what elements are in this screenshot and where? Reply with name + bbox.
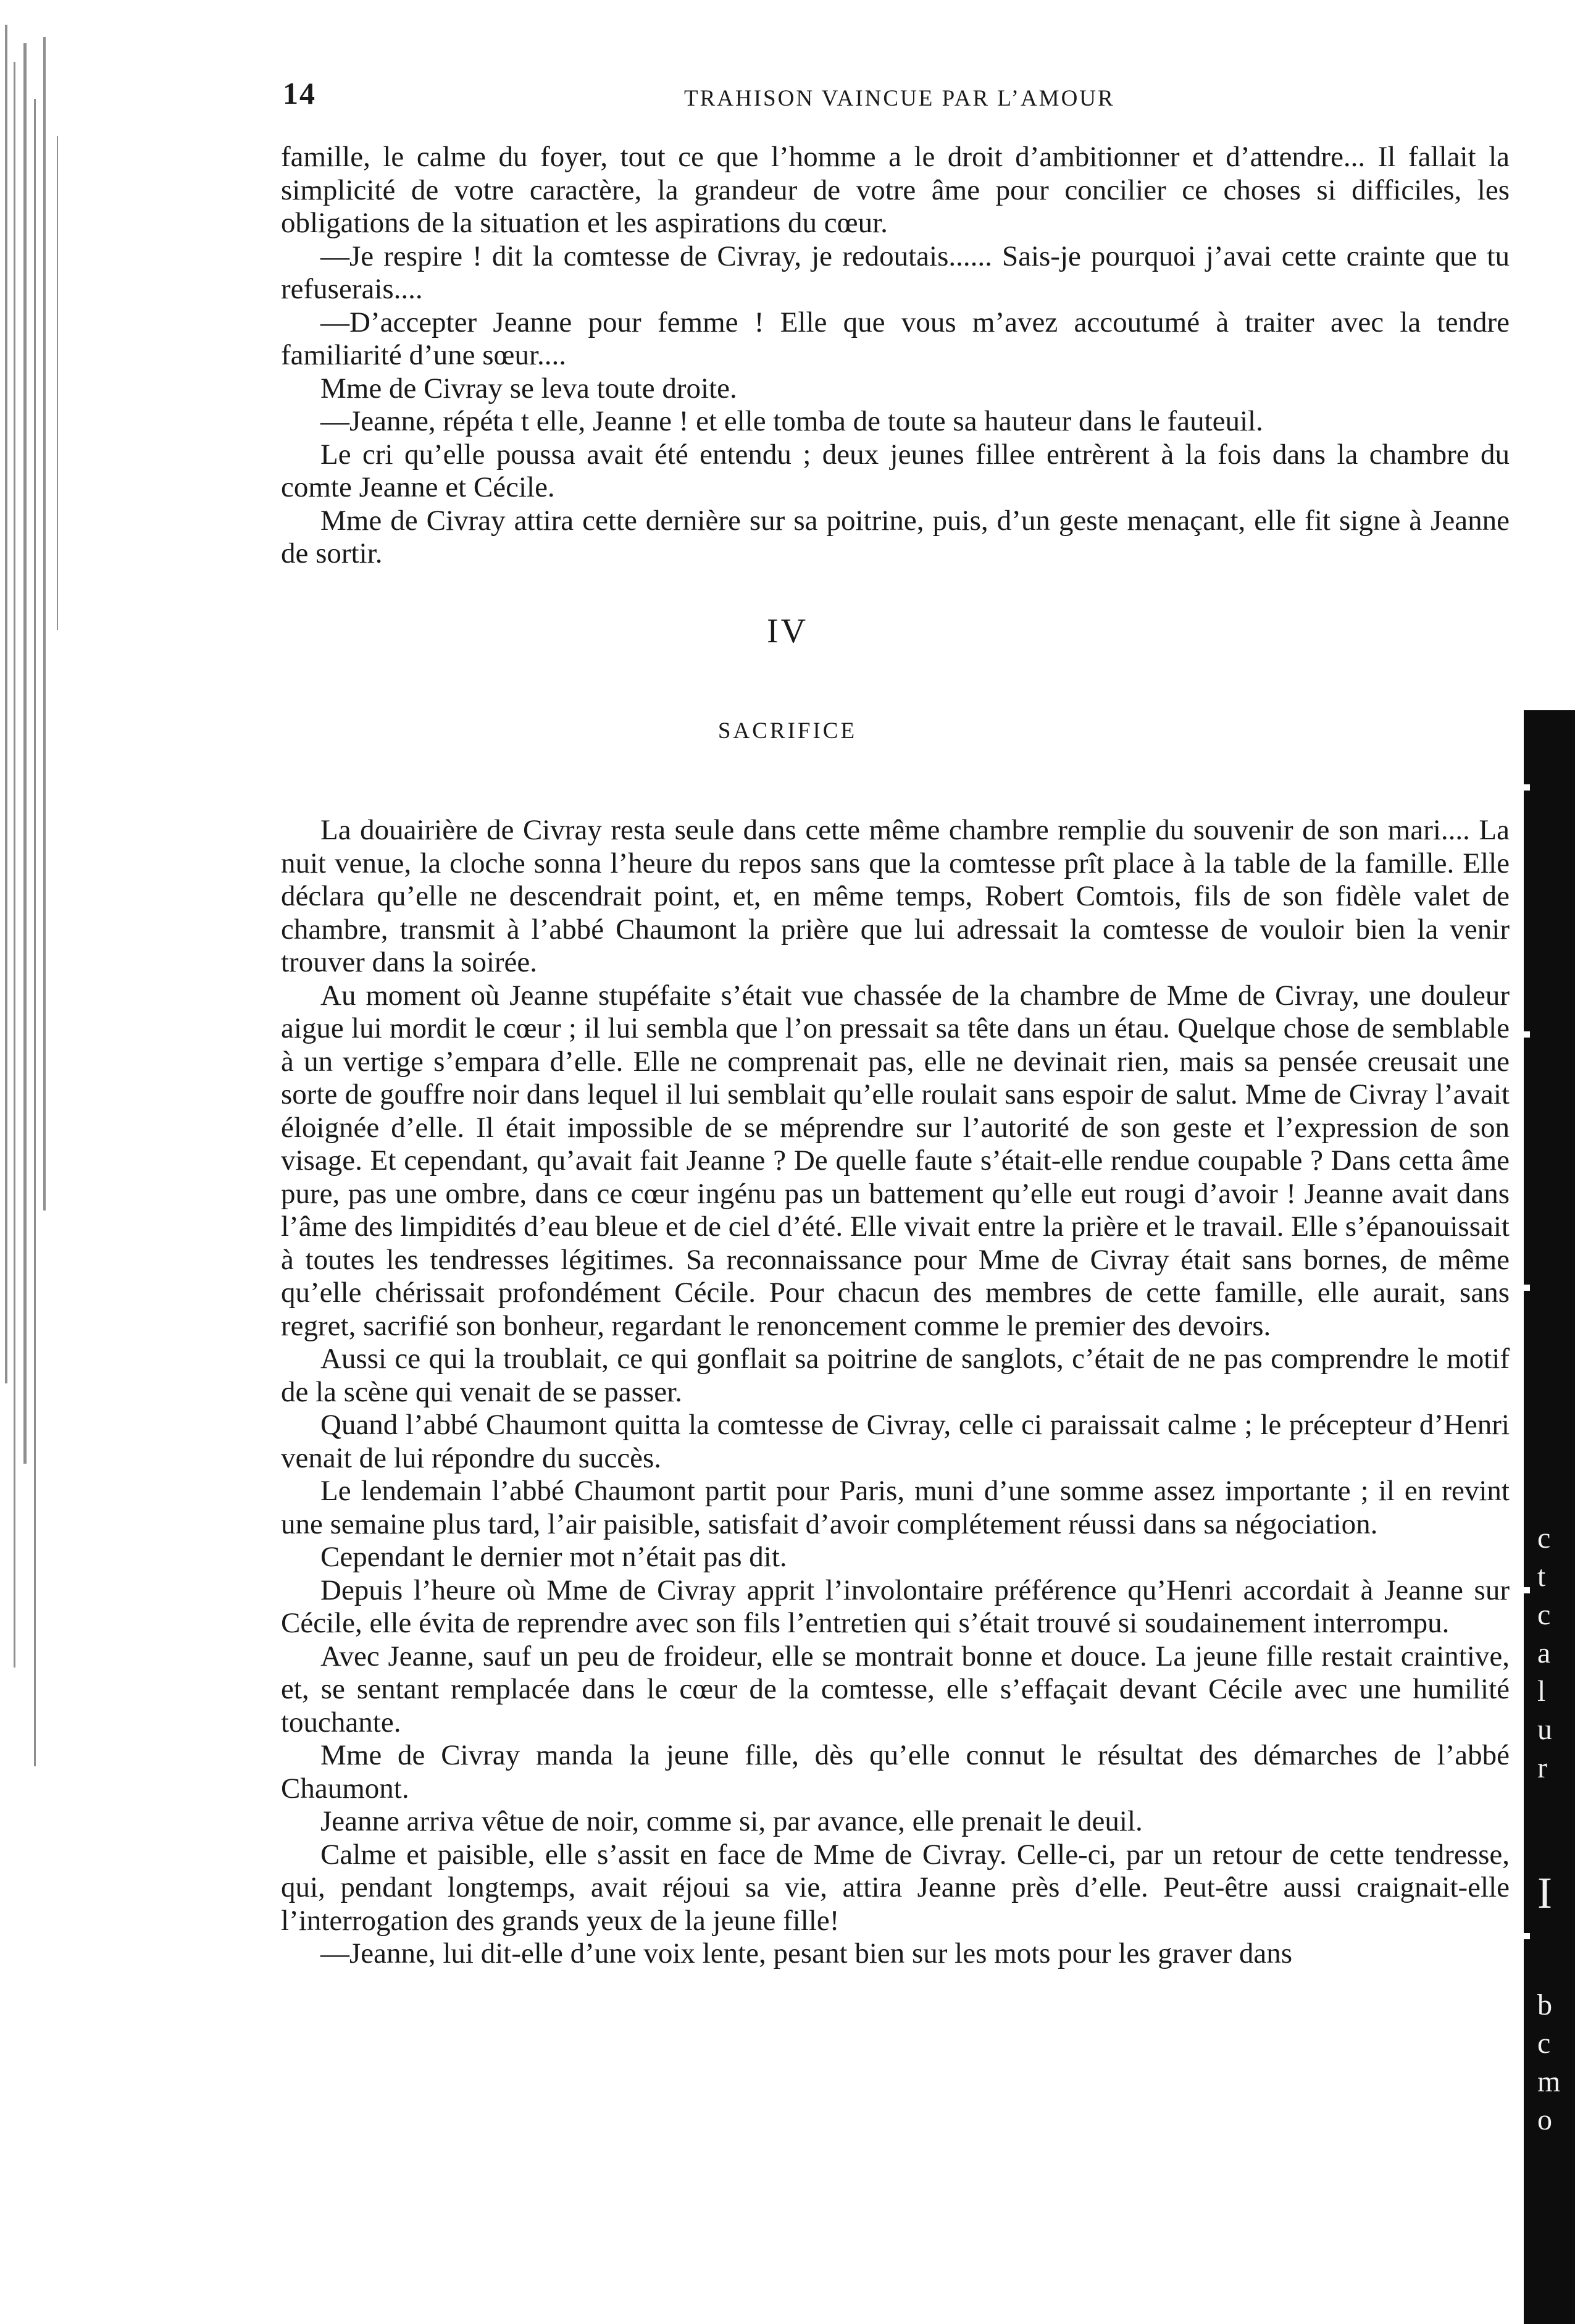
paragraph: Aussi ce qui la troublait, ce qui gonflait sa poitrine de sanglots, c’était de ne pas comprendre le motif de la scène qui venait de se passer. bbox=[281, 1343, 1510, 1408]
paragraph: —Jeanne, répéta t elle, Jeanne ! et elle tomba de toute sa hauteur dans le fauteuil. bbox=[320, 405, 1263, 437]
paragraph: Mme de Civray manda la jeune fille, dès qu’elle connut le résultat des démarches de l’abbé Chaumont. bbox=[281, 1739, 1510, 1805]
text-before-chapter bbox=[281, 141, 1510, 571]
paragraph: Le lendemain l’abbé Chaumont partit pour Paris, muni d’une somme assez importante ; il en revint une semaine plus tard, l’air paisible, satisfait d’avoir complétement réussi dans sa négociation. bbox=[281, 1475, 1510, 1540]
margin-fragment: c bbox=[1537, 1522, 1551, 1554]
paragraph: —Je respire ! dit la comtesse de Civray, je redoutais...... Sais-je pourquoi j’avai cette crainte que tu refuserais.... bbox=[281, 240, 1510, 305]
margin-fragment: a bbox=[1537, 1637, 1551, 1669]
paragraph: La douairière de Civray resta seule dans cette même chambre remplie du souvenir de son mari.... La nuit venue, la cloche sonna l’heure du repos sans que la comtesse prît place à la table de la famille. Elle déclara qu’elle ne descendrait point, et, en même temps, Robert Comtois, fils de son fidèle valet de chambre, transmit à l’abbé Chaumont la prière que lui adressait la comtesse de vouloir bien la venir trouver dans la soirée. bbox=[281, 814, 1510, 978]
paragraph: Au moment où Jeanne stupéfaite s’était vue chassée de la chambre de Mme de Civray, une douleur aigue lui mordit le cœur ; il lui sembla que l’on pressait sa tête dans un étau. Quelque chose de semblable à un vertige s’empara d’elle. Elle ne comprenait pas, elle ne devinait rien, mais sa pensée creusait une sorte de gouffre noir dans lequel il lui semblait qu’elle roulait sans espoir de salut. Mme de Civray l’avait éloignée d’elle. Il était impossible de se méprendre sur l’autorité de son geste et l’expression de son visage. Et cependant, qu’avait fait Jeanne ? De quelle faute s’était-elle rendue coupable ? Dans cetta âme pure, pas une ombre, dans ce cœur ingénu pas un battement qu’elle eut rougi d’avoir ! Jeanne avait dans l’âme des limpidités d’eau bleue et de ciel d’été. Elle vivait entre la prière et le travail. Elle s’épanouissait à toutes les tendresses légitimes. Sa reconnaissance pour Mme de Civray était sans bornes, de même qu’elle chérissait profondément Cécile. Pour chacun des membres de cette famille, elle aurait, sans regret, sacrifié son bonheur, regardant le renoncement comme le premier des devoirs. bbox=[281, 979, 1510, 1342]
margin-fragment: r bbox=[1537, 1751, 1547, 1784]
margin-fragment: l bbox=[1537, 1675, 1546, 1708]
running-title: TRAHISON VAINCUE PAR L’AMOUR bbox=[684, 86, 1115, 111]
paragraph: Depuis l’heure où Mme de Civray apprit l’involontaire préférence qu’Henri accordait à Jeanne sur Cécile, elle évita de reprendre avec son fils l’entretien qui s’était trouvé si soudainement interrompu. bbox=[281, 1574, 1510, 1639]
paragraph: famille, le calme du foyer, tout ce que l’homme a le droit d’ambitionner et d’attendre... Il fallait la simplicité de votre caractère, la grandeur de votre âme pour concilier ce choses si difficiles, les obligations de la situation et les aspirations du cœur. bbox=[281, 141, 1510, 239]
margin-fragment: t bbox=[1537, 1560, 1546, 1593]
margin-fragment: o bbox=[1537, 2104, 1552, 2136]
margin-fragments bbox=[1537, 1519, 1574, 2139]
chapter-number: IV bbox=[766, 612, 809, 650]
chapter-title: SACRIFICE bbox=[717, 718, 858, 744]
margin-fragment: I bbox=[1537, 1868, 1552, 1918]
margin-fragment: u bbox=[1537, 1713, 1552, 1746]
paragraph: Calme et paisible, elle s’assit en face de Mme de Civray. Celle-ci, par un retour de cette tendresse, qui, pendant longtemps, avait réjoui sa vie, attira Jeanne près d’elle. Peut-être aussi craignait-elle l’interrogation des grands yeux de la jeune fille! bbox=[281, 1838, 1510, 1937]
paragraph: Mme de Civray attira cette dernière sur sa poitrine, puis, d’un geste menaçant, elle fit signe à Jeanne de sortir. bbox=[281, 504, 1510, 569]
margin-fragment: b bbox=[1537, 1989, 1552, 2021]
page-number: 14 bbox=[283, 76, 316, 111]
binding-shadow bbox=[0, 25, 74, 1877]
margin-fragment: c bbox=[1537, 1598, 1551, 1631]
paragraph: Jeanne arriva vêtue de noir, comme si, par avance, elle prenait le deuil. bbox=[320, 1805, 1143, 1837]
paragraph: Mme de Civray se leva toute droite. bbox=[320, 372, 737, 405]
paragraph: Quand l’abbé Chaumont quitta la comtesse de Civray, celle ci paraissait calme ; le précepteur d’Henri venait de lui répondre du succès. bbox=[281, 1409, 1510, 1474]
margin-fragment: m bbox=[1537, 2065, 1561, 2098]
paragraph: —Jeanne, lui dit-elle d’une voix lente, pesant bien sur les mots pour les graver dans bbox=[320, 1937, 1293, 1970]
text-after-chapter bbox=[281, 814, 1510, 1971]
margin-fragment: c bbox=[1537, 2027, 1551, 2060]
paragraph: Avec Jeanne, sauf un peu de froideur, elle se montrait bonne et douce. La jeune fille restait craintive, et, se sentant remplacée dans le cœur de la comtesse, elle s’effaçait devant Cécile avec une humilité touchante. bbox=[281, 1640, 1510, 1739]
paragraph: Cependant le dernier mot n’était pas dit. bbox=[320, 1541, 787, 1573]
paragraph: Le cri qu’elle poussa avait été entendu ; deux jeunes fillee entrèrent à la fois dans la chambre du comte Jeanne et Cécile. bbox=[281, 438, 1510, 503]
paragraph: —D’accepter Jeanne pour femme ! Elle que vous m’avez accoutumé à traiter avec la tendre familiarité d’une sœur.... bbox=[281, 306, 1510, 371]
